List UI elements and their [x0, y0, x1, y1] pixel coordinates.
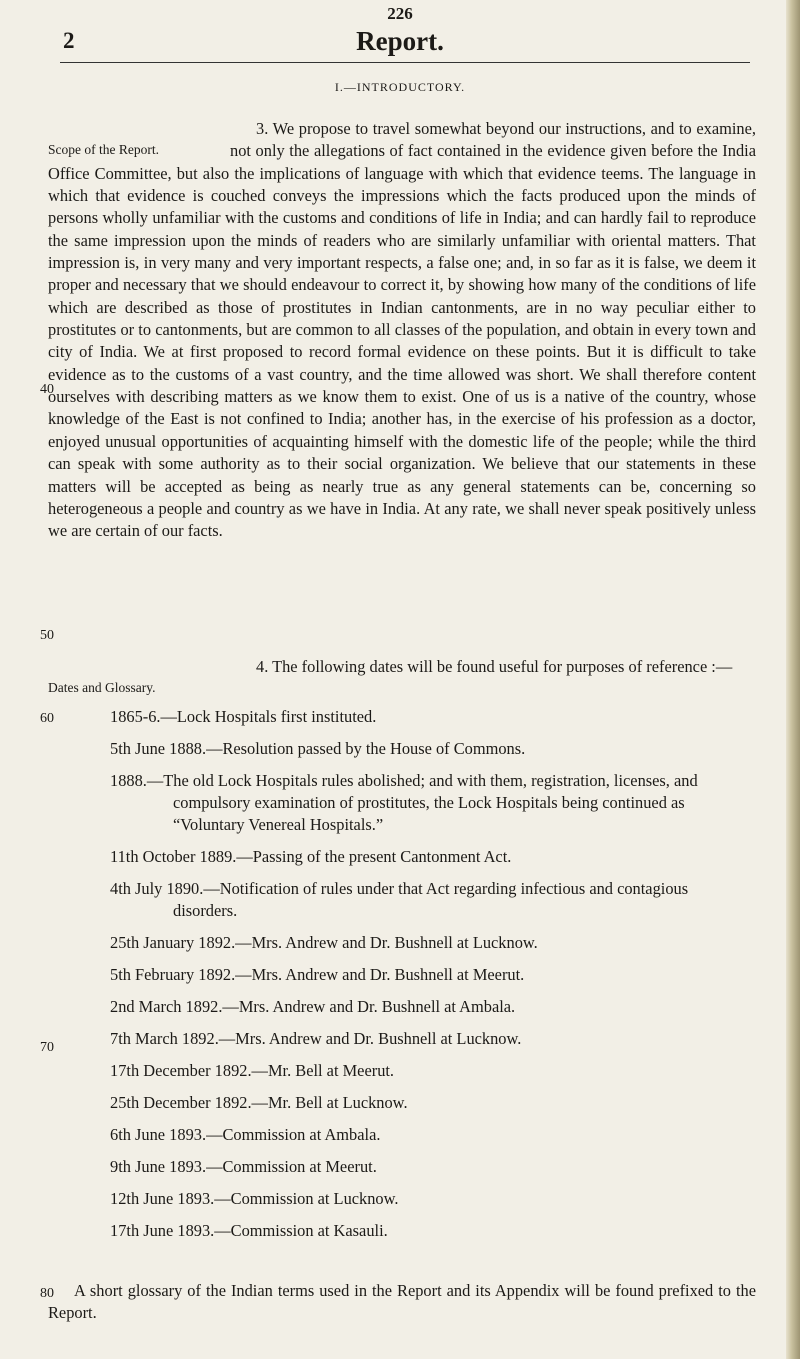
date-entry: 17th December 1892.—Mr. Bell at Meerut.: [110, 1061, 395, 1080]
paragraph-4-text: Dates and Glossary. 4. The following dates will be found useful for purposes of reference :—: [48, 656, 756, 678]
date-entry: 25th December 1892.—Mr. Bell at Lucknow.: [110, 1093, 408, 1112]
date-entry: 5th February 1892.—Mrs. Andrew and Dr. Bushnell at Meerut.: [110, 965, 525, 984]
date-entry: 5th June 1888.—Resolution passed by the House of Commons.: [110, 739, 526, 758]
line-number-40: 40: [40, 382, 54, 397]
line-number-70: 70: [40, 1040, 54, 1055]
paragraph-3-text: Scope of the Report. 3. We propose to travel somewhat beyond our instructions, and to examine, not only the allegations of fact contained in the evidence given before the India Office Committee, but also the implications of language with which that evidence teems. The language in which that evidence is couched conveys the impressions which the facts produced upon the minds of persons wholly unfamiliar with the customs and conditions of life in India; and can hardly fail to reproduce the same impression upon the minds of readers who are similarly unfamiliar with oriental matters. That impression is, in very many and very important respects, a false one; and, in so far as it is false, we deem it proper and necessary that we should endeavour to correct it, by showing how many of the conditions of life which are described as those of prostitutes in Indian cantonments, are in no way peculiar either to prostitutes or to cantonments, but are common to all classes of the population, and obtain in every town and city of India. We at first proposed to record formal evidence on these points. But it is difficult to take evidence as to the customs of a vast country, and the time allowed was short. We shall therefore content ourselves with describing matters as we know them to exist. One of us is a native of the country, whose knowledge of the East is not confined to India; another has, in the exercise of his profession as a doctor, enjoyed unusual opportunities of acquainting himself with the domestic life of the people; while the third can speak with some authority as to their social organization. We believe that our statements in these matters will be accepted as being as nearly true as any general statements can be, concerning so heterogeneous a people and country as we have in India. At any rate, we shall never speak positively unless we are certain of our facts.: [48, 119, 756, 541]
running-title: Report.: [356, 26, 444, 56]
glossary-note: A short glossary of the Indian terms used in the Report and its Appendix will be found prefixed to the Report.: [48, 1281, 756, 1322]
header-rule: [60, 62, 750, 63]
date-entry: 9th June 1893.—Commission at Meerut.: [110, 1157, 377, 1176]
dates-list: [110, 706, 750, 1252]
date-entry: 2nd March 1892.—Mrs. Andrew and Dr. Bushnell at Ambala.: [110, 997, 516, 1016]
page-header: [0, 28, 800, 58]
date-entry: 7th March 1892.—Mrs. Andrew and Dr. Bushnell at Lucknow.: [110, 1029, 522, 1048]
folio-number: 226: [387, 4, 413, 23]
date-entry: 25th January 1892.—Mrs. Andrew and Dr. Bushnell at Lucknow.: [110, 933, 538, 952]
sidenote-scope: Scope of the Report.: [48, 142, 159, 157]
paragraph-3: [48, 118, 756, 543]
line-number-50: 50: [40, 628, 54, 643]
date-entry: 1888.—The old Lock Hospitals rules abolished; and with them, registration, licenses, and compulsory examination of prostitutes, the Lock Hospitals being continued as “Voluntary Venereal Hospitals.”: [110, 771, 698, 834]
date-entry: 11th October 1889.—Passing of the present Cantonment Act.: [110, 847, 512, 866]
page-edge-shadow: [786, 0, 800, 1359]
page-number: 2: [63, 28, 75, 53]
date-entry: 6th June 1893.—Commission at Ambala.: [110, 1125, 381, 1144]
date-entry: 4th July 1890.—Notification of rules under that Act regarding infectious and contagious disorders.: [110, 879, 689, 920]
line-number-80: 80: [40, 1286, 54, 1301]
line-number-60: 60: [40, 711, 54, 726]
date-entry: 12th June 1893.—Commission at Lucknow.: [110, 1189, 399, 1208]
paragraph-4: [48, 656, 756, 698]
sidenote-dates: Dates and Glossary.: [48, 680, 156, 695]
date-entry: 17th June 1893.—Commission at Kasauli.: [110, 1221, 388, 1240]
date-entry: 1865-6.—Lock Hospitals first instituted.: [110, 707, 377, 726]
section-title: I.—INTRODUCTORY.: [334, 80, 466, 94]
